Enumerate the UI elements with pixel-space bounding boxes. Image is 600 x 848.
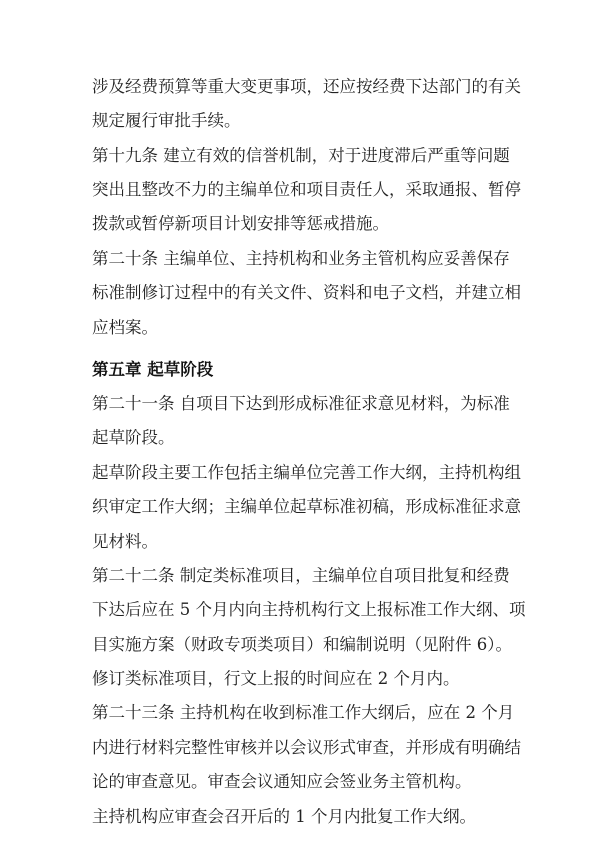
text-line: 涉及经费预算等重大变更事项，还应按经费下达部门的有关 xyxy=(92,77,521,96)
text-line: 目实施方案（财政专项类项目）和编制说明（见附件 6）。 xyxy=(92,635,512,654)
text-line: 内进行材料完整性审核并以会议形式审查，并形成有明确结 xyxy=(92,738,521,757)
text-line: 突出且整改不力的主编单位和项目责任人，采取通报、暂停 xyxy=(92,180,521,199)
text-line: 规定履行审批手续。 xyxy=(92,111,241,130)
text-line: 起草阶段主要工作包括主编单位完善工作大纲，主持机构组 xyxy=(92,463,521,482)
chapter-heading: 第五章 起草阶段 xyxy=(92,360,214,379)
text-line: 见材料。 xyxy=(92,532,158,551)
text-line: 标准制修订过程中的有关文件、资料和电子文档，并建立相 xyxy=(92,283,521,302)
article-19-line: 第十九条 建立有效的信誉机制，对于进度滞后严重等问题 xyxy=(92,146,510,165)
text-line: 起草阶段。 xyxy=(92,428,175,447)
text-line: 主持机构应审查会召开后的 1 个月内批复工作大纲。 xyxy=(92,807,476,826)
text-line: 织审定工作大纲；主编单位起草标准初稿，形成标准征求意 xyxy=(92,497,521,516)
article-21-line: 第二十一条 自项目下达到形成标准征求意见材料，为标准 xyxy=(92,394,510,413)
article-23-line: 第二十三条 主持机构在收到标准工作大纲后，应在 2 个月 xyxy=(92,703,515,722)
text-line: 拨款或暂停新项目计划安排等惩戒措施。 xyxy=(92,214,389,233)
text-line: 应档案。 xyxy=(92,318,158,337)
text-line: 修订类标准项目，行文上报的时间应在 2 个月内。 xyxy=(92,669,460,688)
article-20-line: 第二十条 主编单位、主持机构和业务主管机构应妥善保存 xyxy=(92,249,510,268)
article-22-line: 第二十二条 制定类标准项目，主编单位自项目批复和经费 xyxy=(92,566,510,585)
text-line: 下达后应在 5 个月内向主持机构行文上报标准工作大纲、项 xyxy=(92,600,526,619)
text-line: 论的审查意见。审查会议通知应会签业务主管机构。 xyxy=(92,772,472,791)
